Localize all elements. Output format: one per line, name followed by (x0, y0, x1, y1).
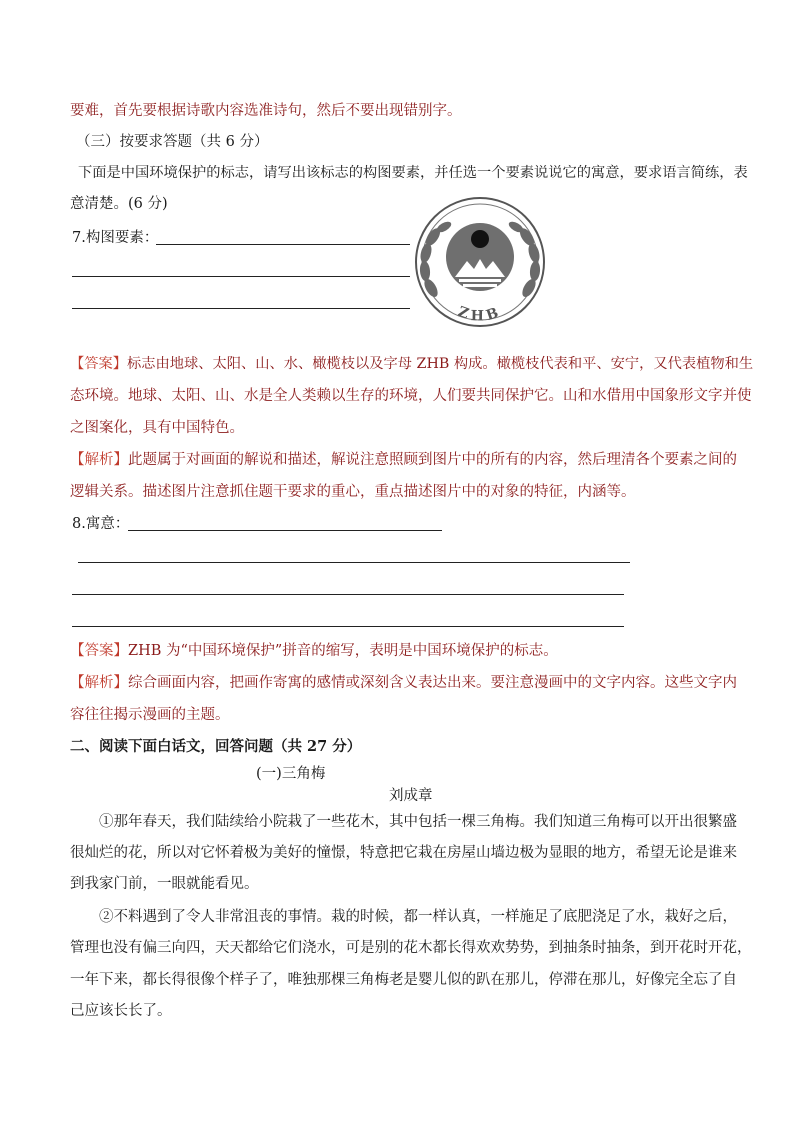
p2-line1: ②不料遇到了令人非常沮丧的事情。栽的时候，都一样认真，一样施足了底肥浇足了水，栽好之后， (99, 909, 737, 925)
part2-author: 刘成章 (389, 788, 433, 804)
q8-label: 8.寓意： (72, 516, 130, 532)
part2-heading: 二、阅读下面白话文，回答问题（共 27 分） (70, 738, 362, 755)
q8-answer-blank-2[interactable] (78, 562, 630, 563)
section3-heading: （三）按要求答题（共 6 分） (76, 134, 269, 150)
section3-prompt-line1: 下面是中国环境保护的标志，请写出该标志的构图要素，并任选一个要素说说它的寓意，要求语言简练，表 (78, 165, 748, 181)
q8-answer-text1: ZHB 为“中国环境保护”拼音的缩写，表明是中国环境保护的标志。 (128, 643, 558, 659)
q8-analysis-line1 (70, 673, 737, 693)
zhb-environmental-logo (413, 197, 547, 328)
logo-letters: ZHB (455, 303, 505, 325)
p2-line2: 管理也没有偏三向四，天天都给它们浇水，可是别的花木都长得欢欢势势，到抽条时抽条，到开花时开花， (70, 940, 752, 956)
q8-analysis-tag: 【解析】 (70, 675, 128, 691)
q8-analysis-text1: 综合画面内容，把画作寄寓的感情或深刻含义表达出来。要注意漫画中的文字内容。这些文字内 (128, 675, 737, 691)
q8-answer-tag: 【答案】 (70, 643, 128, 659)
q8-answer-blank-1[interactable] (128, 530, 442, 531)
q7-analysis-tag: 【解析】 (70, 452, 128, 468)
q7-answer-blank-2[interactable] (72, 276, 410, 277)
part2-subheading: (一)三角梅 (256, 766, 326, 782)
q8-answer-blank-3[interactable] (72, 594, 624, 595)
sun-icon (471, 230, 489, 248)
p1-line1: ①那年春天，我们陆续给小院栽了一些花木，其中包括一棵三角梅。我们知道三角梅可以开出很繁盛 (99, 814, 737, 830)
q7-answer-blank-1[interactable] (156, 244, 410, 245)
q8-analysis-line2: 容往往揭示漫画的主题。 (70, 707, 230, 723)
q7-label: 7.构图要素： (72, 230, 159, 246)
q8-answer-blank-4[interactable] (72, 626, 624, 627)
q7-answer-line2: 态环境。地球、太阳、山、水是全人类赖以生存的环境，人们要共同保护它。山和水借用中国象形文字并使 (70, 388, 752, 404)
q7-analysis-line1 (70, 450, 737, 470)
q7-answer-tag: 【答案】 (70, 356, 128, 372)
p2-line3: 一年下来，都长得很像个样子了，唯独那棵三角梅老是婴儿似的趴在那儿，停滞在那儿，好像完全忘了自 (70, 972, 737, 988)
q7-answer-line1 (70, 354, 753, 374)
intro-note: 要难，首先要根据诗歌内容选准诗句，然后不要出现错别字。 (70, 103, 462, 119)
q7-answer-blank-3[interactable] (72, 308, 410, 309)
p1-line2: 很灿烂的花，所以对它怀着极为美好的憧憬，特意把它栽在房屋山墙边极为显眼的地方，希望无论是谁来 (70, 845, 737, 861)
q7-analysis-text1: 此题属于对画面的解说和描述，解说注意照顾到图片中的所有的内容，然后理清各个要素之间的 (128, 452, 737, 468)
q7-analysis-line2: 逻辑关系。描述图片注意抓住题干要求的重心，重点描述图片中的对象的特征，内涵等。 (70, 484, 636, 500)
q7-answer-line3: 之图案化，具有中国特色。 (70, 420, 244, 436)
q7-answer-text1: 标志由地球、太阳、山、水、橄榄枝以及字母 ZHB 构成。橄榄枝代表和平、安宁，又代表植物和生 (127, 356, 754, 372)
section3-prompt-line2: 意清楚。(6 分) (70, 196, 168, 212)
q8-answer-line1 (70, 641, 558, 661)
p1-line3: 到我家门前，一眼就能看见。 (70, 876, 259, 892)
p2-line4: 己应该长长了。 (70, 1003, 172, 1019)
